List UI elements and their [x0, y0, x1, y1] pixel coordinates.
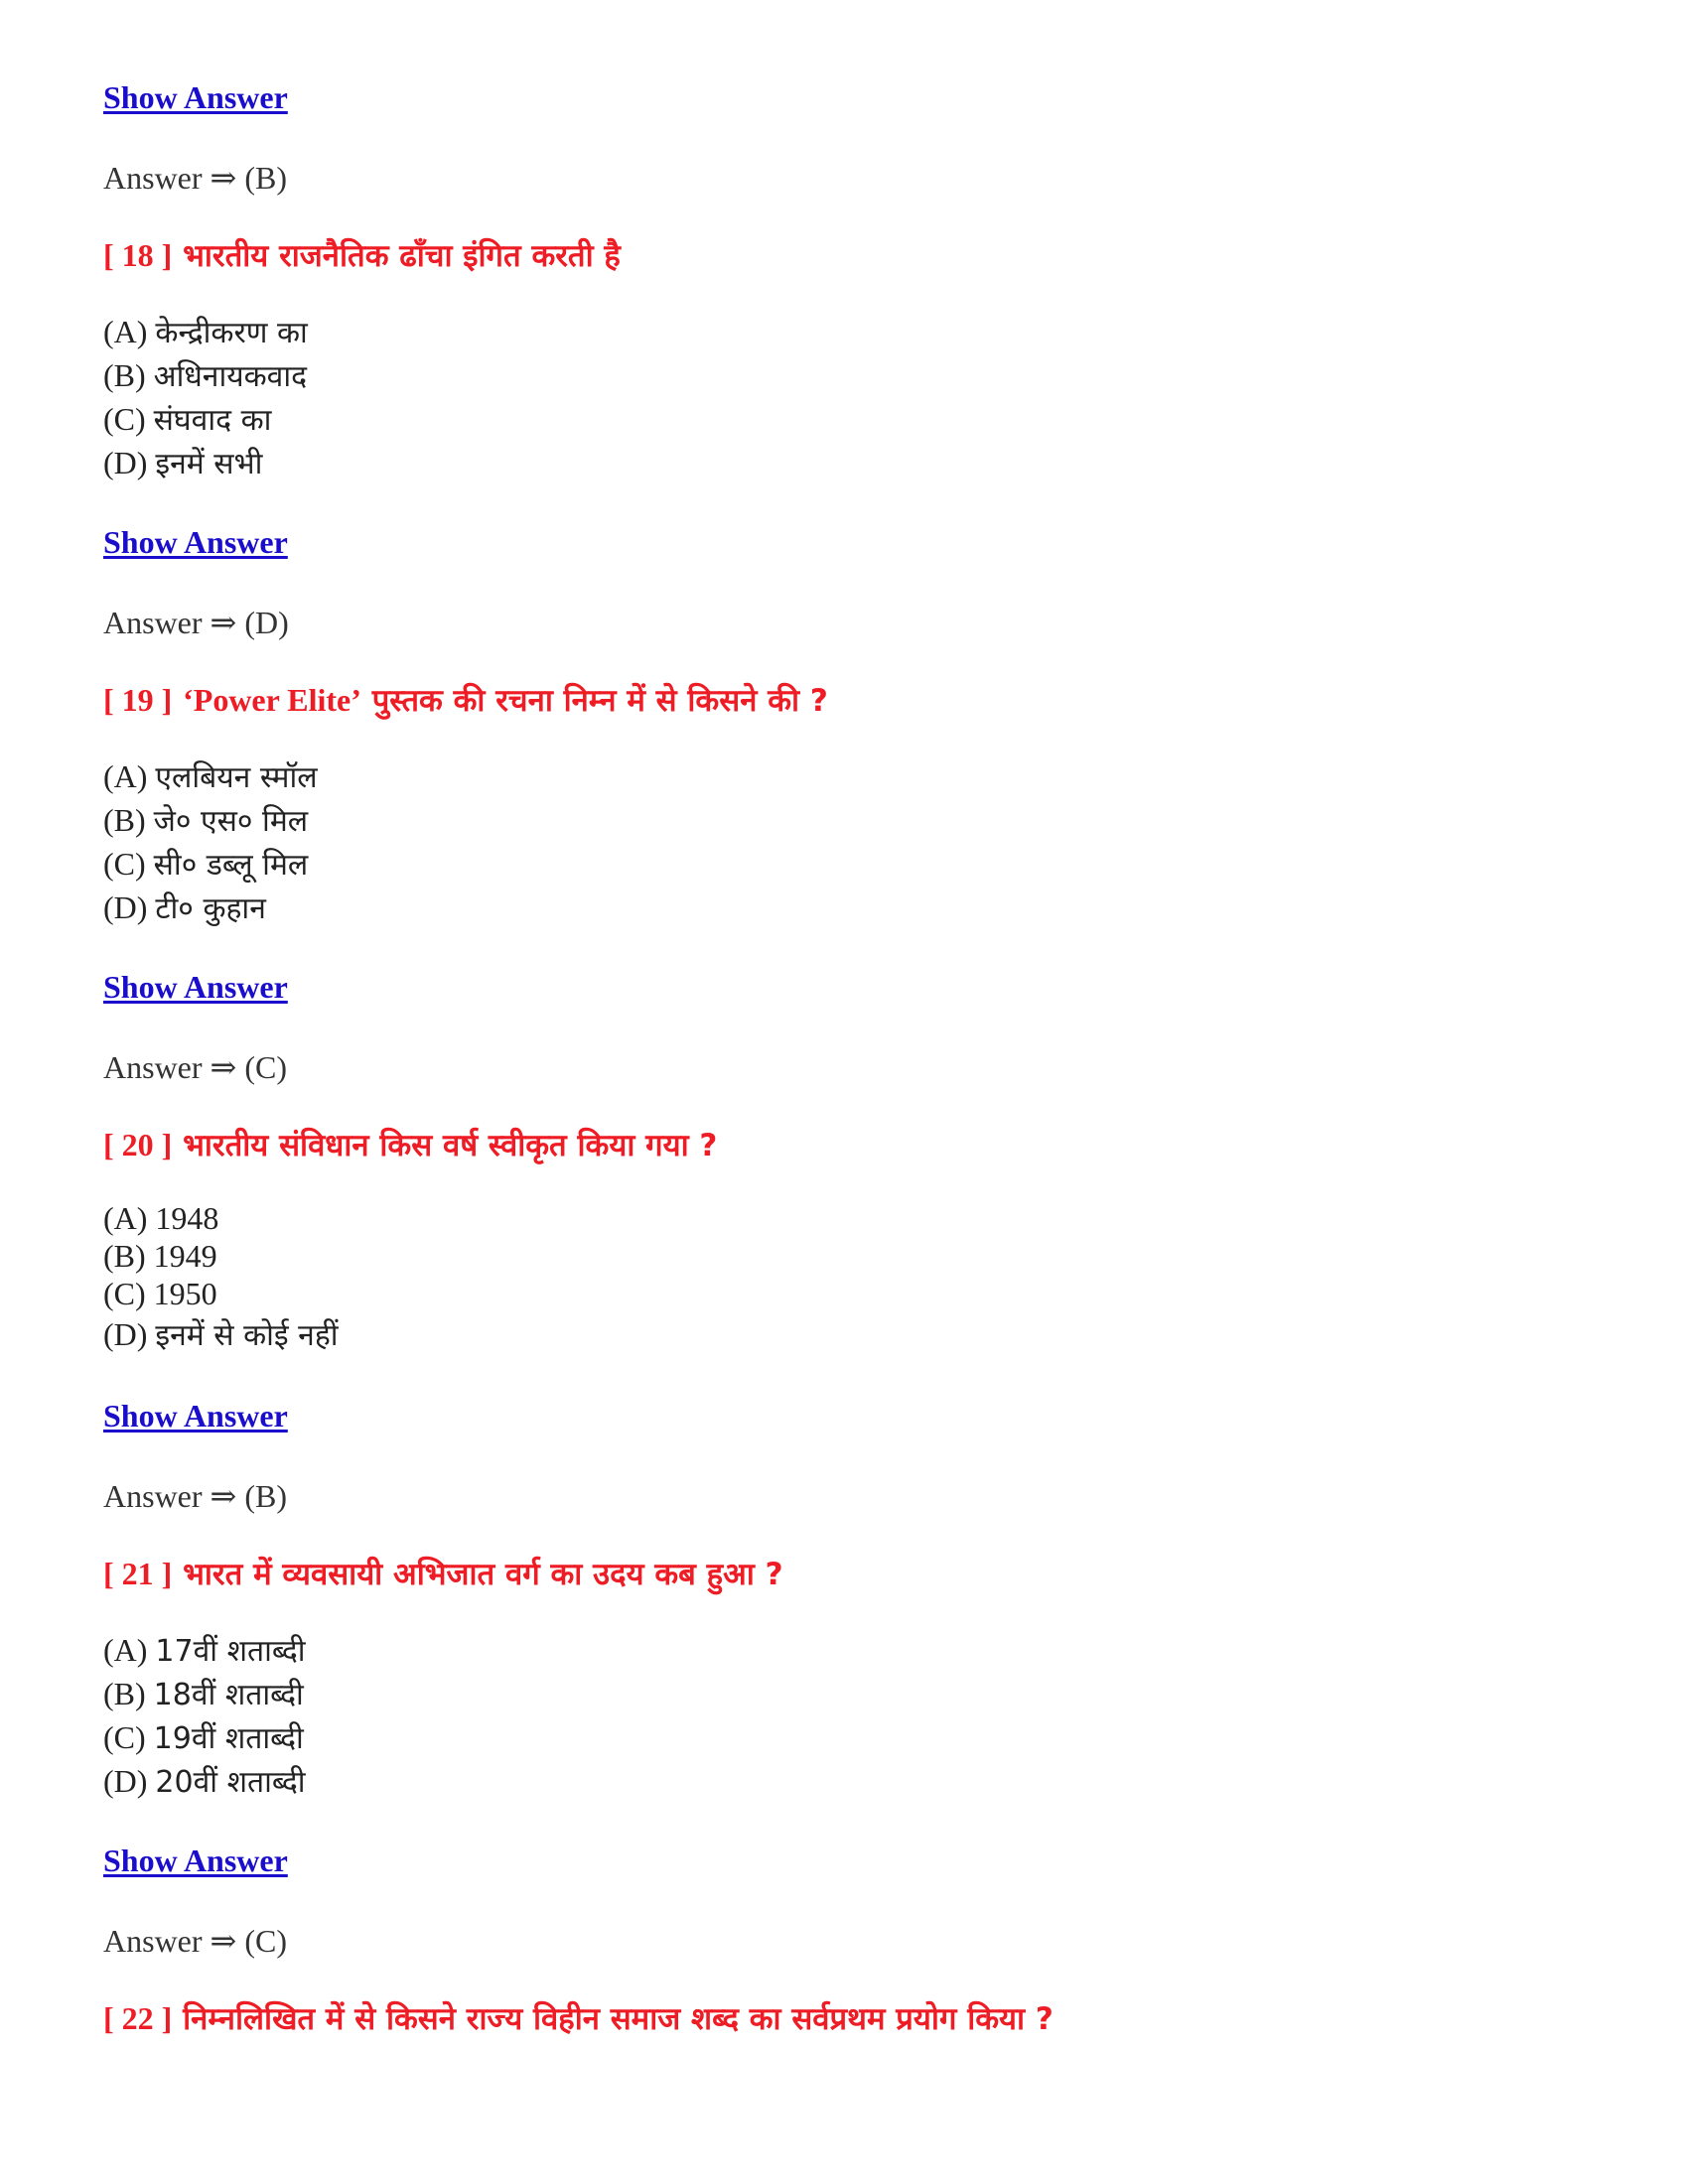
question-number: [ 19 ]: [103, 682, 173, 718]
options-q19: [103, 754, 318, 929]
option-a: (A) केन्द्रीकरण का: [103, 314, 308, 350]
option-d: (D) टी० कुहान: [103, 889, 266, 926]
question-text: पुस्तक की रचना निम्न में से किसने की ?: [371, 683, 828, 719]
question-22: [103, 1997, 1054, 2039]
options-q21: [103, 1628, 306, 1803]
question-text: निम्नलिखित में से किसने राज्य विहीन समाज शब्द का सर्वप्रथम प्रयोग किया ?: [183, 2001, 1054, 2037]
option-c: (C) संघवाद का: [103, 401, 272, 438]
show-answer-link-q19[interactable]: Show Answer: [103, 969, 288, 1005]
answer-q20: Answer ⇒ (B): [103, 1478, 287, 1514]
show-answer-link-q21[interactable]: Show Answer: [103, 1843, 288, 1878]
option-c: (C) 19वीं शताब्दी: [103, 1719, 304, 1756]
question-text: भारतीय राजनैतिक ढाँचा इंगित करती है: [183, 238, 621, 274]
question-number: [ 22 ]: [103, 2000, 173, 2036]
option-a: (A) 17वीं शताब्दी: [103, 1632, 306, 1669]
book-title: ‘Power Elite’: [183, 682, 361, 718]
question-number: [ 18 ]: [103, 237, 173, 273]
question-number: [ 20 ]: [103, 1127, 173, 1162]
options-q18: [103, 310, 308, 484]
question-20: [103, 1124, 717, 1165]
answer-q19: Answer ⇒ (C): [103, 1049, 287, 1085]
answer-q21: Answer ⇒ (C): [103, 1923, 287, 1959]
option-b: (B) जे० एस० मिल: [103, 802, 309, 839]
options-q20: [103, 1199, 339, 1356]
question-text: भारत में व्यवसायी अभिजात वर्ग का उदय कब हुआ ?: [183, 1557, 783, 1592]
option-d: (D) इनमें से कोई नहीं: [103, 1316, 339, 1353]
show-answer-link-q20[interactable]: Show Answer: [103, 1398, 288, 1433]
option-c: (C) सी० डब्लू मिल: [103, 846, 309, 883]
option-d: (D) 20वीं शताब्दी: [103, 1763, 306, 1800]
question-text: भारतीय संविधान किस वर्ष स्वीकृत किया गया ?: [183, 1128, 718, 1163]
option-a: (A) 1948: [103, 1200, 219, 1236]
question-19: [103, 679, 828, 721]
question-number: [ 21 ]: [103, 1556, 173, 1591]
option-c: (C) 1950: [103, 1276, 217, 1311]
option-b: (B) 1949: [103, 1238, 217, 1274]
answer-q18: Answer ⇒ (D): [103, 605, 289, 640]
question-18: [103, 234, 621, 276]
show-answer-link-q17[interactable]: Show Answer: [103, 79, 288, 115]
question-21: [103, 1553, 783, 1594]
answer-q17: Answer ⇒ (B): [103, 160, 287, 196]
option-a: (A) एलबियन स्मॉल: [103, 758, 318, 795]
show-answer-link-q18[interactable]: Show Answer: [103, 524, 288, 560]
option-b: (B) अधिनायकवाद: [103, 357, 308, 394]
option-b: (B) 18वीं शताब्दी: [103, 1676, 304, 1712]
option-d: (D) इनमें सभी: [103, 445, 263, 481]
